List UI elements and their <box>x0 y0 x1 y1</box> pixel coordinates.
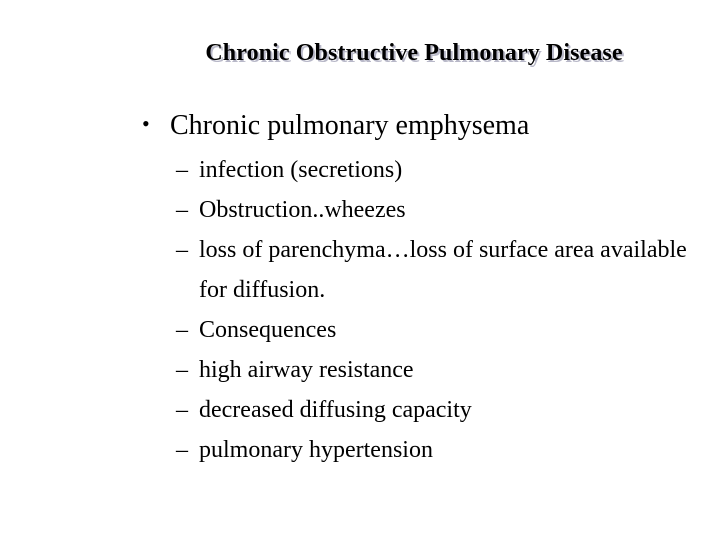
sub-bullet-text: decreased diffusing capacity <box>199 397 472 423</box>
dash-marker: – <box>176 357 188 383</box>
sub-bullet <box>176 310 696 350</box>
sub-bullet-text: infection (secretions) <box>199 157 403 183</box>
dash-marker: – <box>176 317 188 343</box>
sub-bullet <box>176 190 696 230</box>
main-bullet-text: Chronic pulmonary emphysema <box>170 110 530 141</box>
dash-marker: – <box>176 437 188 463</box>
sub-bullet-text: pulmonary hypertension <box>199 437 433 463</box>
bullet-marker: • <box>142 111 150 136</box>
sub-bullet-text: Consequences <box>199 317 337 343</box>
dash-marker: – <box>176 197 188 223</box>
main-bullet <box>142 110 529 142</box>
sub-bullet <box>176 430 696 470</box>
sub-bullet <box>176 230 696 310</box>
slide-title: Chronic Obstructive Pulmonary Disease <box>205 40 623 66</box>
dash-marker: – <box>176 237 188 263</box>
sub-bullet <box>176 390 696 430</box>
sub-bullet-list <box>176 150 696 470</box>
sub-bullet-text: Obstruction..wheezes <box>199 197 406 223</box>
sub-bullet <box>176 350 696 390</box>
dash-marker: – <box>176 157 188 183</box>
dash-marker: – <box>176 397 188 423</box>
sub-bullet-text: loss of parenchyma…loss of surface area available for diffusion. <box>199 237 687 303</box>
sub-bullet-text: high airway resistance <box>199 357 414 383</box>
sub-bullet <box>176 150 696 190</box>
